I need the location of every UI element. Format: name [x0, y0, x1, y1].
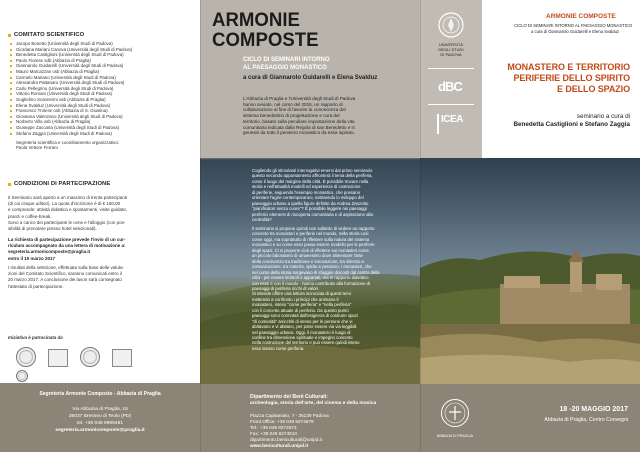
curators-credit: a cura di Giannarolo Guidarelli e Elena Svalduz: [243, 75, 378, 81]
text-line: paesaggio urbano a quella figure definite da Andrea Zanzotto: [252, 200, 369, 206]
icea-logo: ICEA: [437, 114, 465, 134]
conditions-title: CONDIZIONI DI PARTECIPAZIONE: [14, 181, 111, 187]
committee-member: Alessandra Pattanaro (Università degli Studi di Padova): [16, 80, 125, 86]
committee-member: Giordana Mariani Canova (Università degli Studi di Padova): [16, 46, 133, 52]
text-line: l'attestato di partecipazione.: [8, 283, 64, 289]
secretariat-email: segreteria.armonicomposte@praglia.it: [55, 428, 145, 433]
list-bullet: [10, 105, 12, 107]
event-place: Abbazia di Praglia, Centro Convegni: [544, 417, 628, 423]
committee-member: Guglielmo Scannerini osb (Abbazia di Praglia): [16, 97, 106, 102]
secretariat-footer: [0, 383, 200, 452]
series-credit: a cura di Giannarolo Guidarelli e Elena Svalduz: [531, 29, 619, 34]
secretariat-address: Via Abbazia di Praglia, 16: [72, 407, 128, 412]
logo-divider: [428, 68, 474, 69]
praglia-abbey-photo: [420, 158, 640, 384]
text-line: La richiesta di partecipazione prevede l'invio di un cur-: [8, 237, 126, 242]
text-line: con esse e con il mondo - hanno contribuito alla formazione di: [252, 280, 370, 286]
text-line: Il Seminario sarà aperto a un massimo di trenta partecipanti: [8, 195, 128, 200]
committee-member: Carlo Pellegrino (Università degli Studi di Padova): [16, 85, 114, 91]
text-line: Sono a carico dei partecipanti le cene e l'alloggio (con pos-: [8, 219, 126, 225]
fold-line: [420, 0, 421, 452]
text-line: 20 marzo 2017. A conclusione dei lavori sarà consegnato: [8, 277, 122, 283]
subtitle-line-2: AL PAESAGGIO MONASTICO: [243, 65, 327, 71]
department-fax: Fax: +39 049 8274610: [250, 431, 298, 436]
patron-logo: [80, 347, 100, 367]
patrons-label: Iniziativa è patrocinata da: [8, 335, 63, 340]
title-line-1: ARMONIE: [212, 10, 300, 31]
text-line: sistema benedettino di progettazione e cura del: [243, 113, 340, 119]
text-line: comunitaria indicata dalla Regola di san Benedetto e in: [243, 124, 356, 130]
text-line: I risultati della selezione, effettuata sulla base delle valuta-: [8, 265, 124, 270]
text-line: città - per essere limitrofi e appartati, ma in rapporto dialettico: [252, 275, 369, 281]
text-line: mettendo a confronto i principi che animano il: [252, 296, 339, 302]
committee-title: COMITATO SCIENTIFICO: [14, 32, 85, 38]
patron-logo: [16, 370, 28, 382]
text-line: Cogliendo gli stimolanti interrogativi emersi dal primo seminario: [252, 168, 373, 173]
university-seal-icon: [438, 12, 464, 38]
list-bullet: [10, 54, 12, 56]
dbc-logo: dBC: [438, 79, 462, 94]
unipd-line-2: DEGLI STUDI: [438, 47, 464, 52]
list-bullet: [10, 133, 12, 135]
middle-panel: [200, 0, 420, 452]
department-phone: Tel.: +39 049 8274673: [250, 425, 297, 430]
fold-line: [200, 0, 201, 452]
committee-member: Francesco Trolese osb (Abbazia di S. Giustina): [16, 108, 108, 114]
intro-paragraph: [243, 96, 413, 136]
secretariat-heading: Segreteria Armonie Composte - Abbazia di Praglia: [39, 391, 161, 397]
logo-divider: [428, 104, 474, 105]
patron-logo: [48, 349, 68, 367]
text-line: paesaggi sono connotati dall'esigenza di costruire spazi: [252, 313, 358, 319]
department-heading: Dipartimento dei Beni Culturali:: [250, 394, 328, 400]
seminar-title-line-3: E DELLO SPAZIO: [557, 84, 630, 94]
patron-logo: [16, 347, 36, 367]
subtitle-line-1: CICLO DI SEMINARI INTORNO: [243, 57, 330, 63]
text-line: riculum accompagnato da una lettera di motivazione a:: [8, 243, 126, 249]
text-line: storia e nell'attualità modelli ed esperienze di costruzione: [252, 184, 361, 190]
committee-member: Vittorio Romani (Università degli Studi di Padova): [16, 91, 113, 97]
text-line: come oggi, ma soprattutto di riflettere sulla natura del sistema: [252, 236, 370, 242]
list-bullet: [10, 93, 12, 95]
committee-member: Giannarolo Guidarelli (Università degli Studi di Padova): [16, 63, 124, 69]
committee-member: Jacopo Bonetto (Università degli Studi di Padova): [16, 41, 113, 46]
list-bullet: [10, 43, 12, 45]
unipd-line-1: UNIVERSITÀ: [438, 42, 463, 47]
text-line: concreto tra monasteri e periferie nel mondo, nella storia così: [252, 231, 369, 237]
list-bullet: [10, 82, 12, 84]
seminar-title-line-1: MONASTERO E TERRITORIO: [507, 62, 630, 72]
committee-member: Carmelo Mariano (Università degli Studi di Padova): [16, 74, 116, 80]
text-line: con il concetto attuale di periferia. Da questo punto: [252, 307, 349, 313]
text-line: questo secondo appuntamento affronterà il tema della periferia,: [252, 173, 373, 179]
department-address: Piazza Capitaniato, 7 - 35139 Padova: [250, 413, 329, 418]
text-line: orientare l'agire contemporaneo, sottraendo lo sviluppo del: [252, 195, 364, 201]
text-line: nella costruzione del territorio e può essere quindi inteso: [252, 340, 360, 346]
text-line: (di cui cinque uditori). La quota d'iscrizione è di € 150,00: [8, 201, 121, 207]
seminar-title-line-2: PERIFERIE DELLO SPIRITO: [513, 73, 630, 83]
committee-member: Mauro Marcazzan osb (Abbazia di Praglia): [16, 69, 99, 74]
text-line: Il seminario si propone quindi non soltanto di vedere un rapporto: [252, 226, 375, 231]
right-panel: [420, 0, 640, 452]
text-line: esso stesso come periferia.: [252, 345, 305, 351]
list-bullet: [10, 65, 12, 67]
committee-member: Norberto Villa osb (Abbazia di Praglia): [16, 119, 91, 125]
department-front-office: Front Office: +39 049 8274679: [250, 419, 314, 424]
text-line: sibilità di prenotare presso hotel selezionati).: [8, 226, 97, 231]
text-line: zioni del Comitato Scientifico, saranno comunicati entro il: [8, 271, 122, 277]
series-title: ARMONIE COMPOSTE: [546, 13, 616, 20]
section-marker: [8, 34, 11, 37]
unipd-line-3: DI PADOVA: [440, 52, 462, 57]
list-bullet: [10, 99, 12, 101]
text-line: abitavano e vi abitano, per poter essere via via leggibili: [252, 324, 357, 330]
text-line: genesie da tutto il pensiero monastico da essa ispirato.: [243, 130, 355, 136]
list-bullet: [10, 127, 12, 129]
title-line-2: COMPOSTE: [212, 30, 319, 51]
list-bullet: [10, 77, 12, 79]
text-line: periferici elementi di riscoperta comunitaria e di aspirazione alla: [252, 211, 373, 217]
text-line: "di comunità" arricchiti di senso per le persone che vi: [252, 318, 353, 324]
list-bullet: [10, 71, 12, 73]
committee-member: Stefano Zaggia (Università degli Studi di Padova): [16, 130, 112, 136]
text-line: collaborazione al fine di favorire la conoscenza del: [243, 107, 346, 113]
list-bullet: [10, 49, 12, 51]
secretariat-city: 35037 Bresseo di Teolo (PD): [68, 414, 132, 419]
list-bullet: [10, 116, 12, 118]
text-line: nel corso della storia sorgevano di sfuggire discosti dal centro della: [252, 269, 380, 275]
committee-member: Giuseppe Zaccaria (Università degli Studi di Padova): [16, 125, 119, 130]
text-line: monastero, inteso "come periferia" e "nella periferia": [252, 302, 352, 308]
text-line: e comprende: attività didattica e spostamenti, visite guidate,: [8, 207, 128, 213]
text-line: L'Abbazia di Praglia e l'Università degli Studi di Padova: [243, 96, 356, 101]
committee-member: Benedetta Castiglioni (Università degli Studi di Padova): [16, 52, 124, 58]
text-line: un piccolo laboratorio di umanesimo dove alimentare l'arte: [252, 253, 363, 259]
text-line: "pianificatori senza cuore"? È possibile leggere nei paesaggi: [252, 206, 367, 212]
text-line: pranzi e coffee-break.: [8, 213, 52, 219]
abbey-seal-icon: [440, 398, 470, 428]
patron-logo: [112, 349, 132, 367]
seminar-curators-names: Benedetta Castiglioni e Stefano Zaggia: [513, 121, 630, 128]
event-dates: 18 -20 MAGGIO 2017: [559, 406, 628, 413]
text-line: territorio, basato sulla peculiare impostazione della vita: [243, 118, 355, 124]
list-bullet: [10, 121, 12, 123]
committee-member: Giovanna Valenzano (Università degli Studi di Padova): [16, 113, 123, 119]
text-line: entro il 10 marzo 2017: [8, 255, 56, 261]
department-subtitle: archeologia, storia dell'arte, del cinema e della musica: [250, 401, 377, 406]
text-line: monastico e su come esso possa essere modello per le periferie: [252, 242, 375, 248]
text-line: come il luogo del margine della città. È possibile trovare nella: [252, 178, 369, 184]
committee-member: Paolo Fiorese sdb (Abbazia di Praglia): [16, 57, 91, 63]
list-bullet: [10, 110, 12, 112]
committee-member: Elena Svalduz (Università degli Studi di Padova): [16, 102, 111, 108]
logos-column: [420, 0, 482, 158]
left-panel: [0, 0, 200, 452]
secretary-name: Paola Vettore Ferraro: [16, 145, 58, 150]
text-line: Si intende offrire una lettura incrociata di questi temi: [252, 291, 351, 297]
secretary-label: Segreteria scientifica e coordinamento organizzativo:: [16, 140, 119, 145]
text-line: confine tra dimensione spirituale e impegno concreto: [252, 335, 353, 340]
department-footer: [200, 384, 420, 452]
text-line: segreteria.armonicomposte@praglia.it: [8, 249, 91, 255]
list-bullet: [10, 60, 12, 62]
department-website: www.beniculturali.unipd.it: [250, 443, 309, 448]
seminar-curators-label: seminario a cura di: [576, 113, 630, 120]
secretariat-phone: tel. +39 049 9999481: [76, 421, 124, 426]
text-line: paesaggi di periferia ricchi di valori.: [252, 285, 320, 291]
text-line: comunicazione, tra materia, spirito e pensiero. I monasteri, che: [252, 264, 372, 270]
department-email: dipartimento.beniculturali@unipd.it: [250, 437, 322, 442]
list-bullet: [10, 88, 12, 90]
abbey-seal-label: ABBAZIA DI PRAGLIA: [436, 434, 474, 438]
text-line: degli spazi. Ci si propone cioè di riflettere sui monasteri come: [252, 247, 369, 253]
text-line: nel paesaggio urbano. Oggi, il monastero è luogo di: [252, 329, 351, 335]
text-line: centralità?: [252, 217, 272, 223]
series-subtitle: CICLO DI SEMINARI INTORNO AL PAESAGGIO MONASTICO: [514, 23, 633, 28]
text-line: hanno avviato, nel corso del 2015, un rapporto di: [243, 101, 343, 107]
section-marker: [8, 183, 11, 186]
text-line: della convivenza tra tradizione e innovazione, tra silenzio e: [252, 258, 365, 264]
text-line: di periferie, seguendo l'esempio monastico, che possano: [252, 189, 361, 195]
